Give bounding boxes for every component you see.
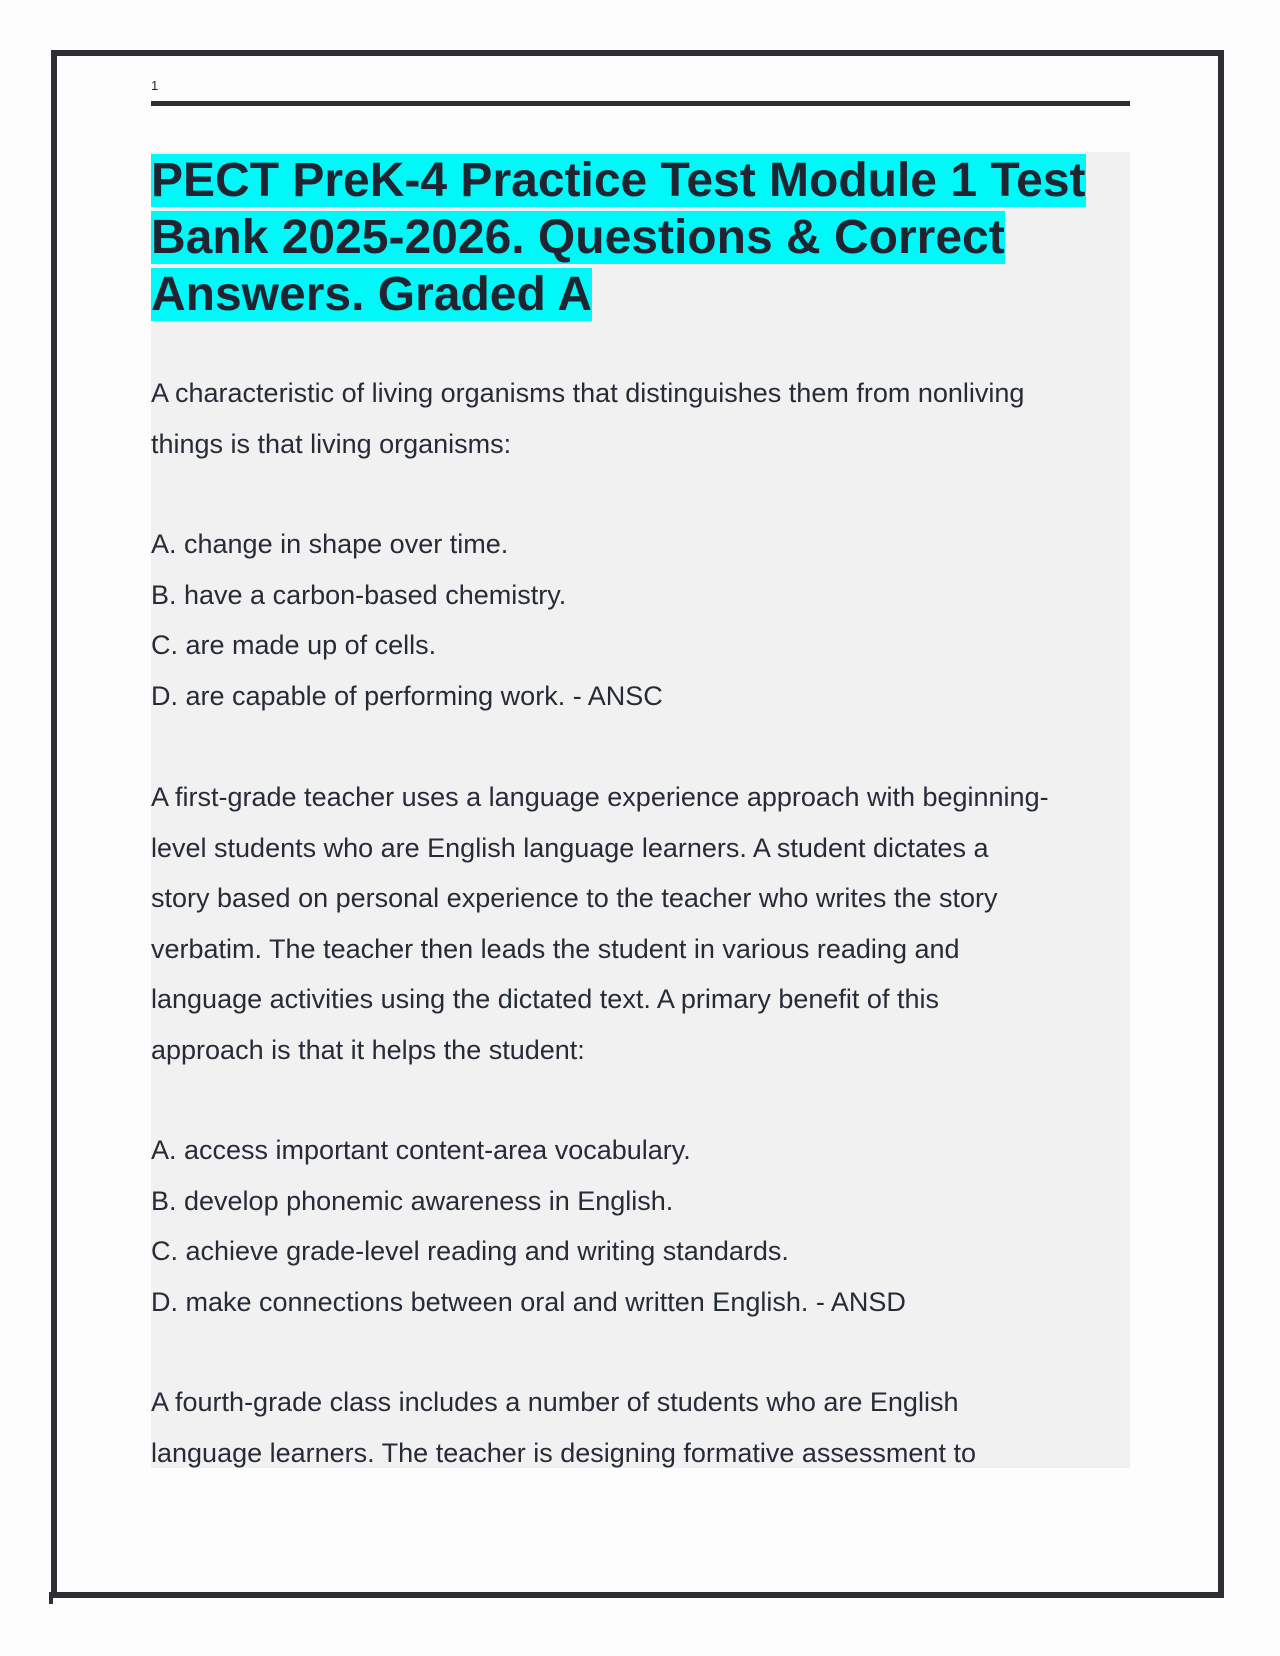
question-stem-line: A characteristic of living organisms that distinguishes them from nonliving	[151, 378, 1025, 408]
answer-option: B. develop phonemic awareness in English.	[151, 1185, 674, 1216]
question-stem-line: language activities using the dictated text. A primary benefit of this	[151, 984, 939, 1014]
answer-option: A. access important content-area vocabulary.	[151, 1135, 691, 1165]
title-line: Bank 2025-2026. Questions & Correct	[151, 211, 1005, 264]
question-stem-line: A first-grade teacher uses a language experience approach with beginning-	[151, 782, 1049, 812]
question-stem-line: language learners. The teacher is designing formative assessment to	[151, 1437, 976, 1468]
question-stem-line: things is that living organisms:	[151, 428, 512, 459]
title-line: Answers. Graded A	[151, 268, 593, 321]
answer-option: B. have a carbon-based chemistry.	[151, 579, 567, 610]
question-2-options	[151, 1125, 906, 1327]
page-border-corner	[49, 1592, 53, 1604]
page-number: 1	[151, 78, 159, 93]
document-body	[151, 152, 1130, 1468]
question-stem-line: level students who are English language learners. A student dictates a	[151, 832, 989, 863]
question-1-options	[151, 519, 663, 721]
header-rule	[151, 101, 1130, 106]
answer-option: D. are capable of performing work. - ANSC	[151, 680, 663, 711]
answer-option: C. achieve grade-level reading and writing standards.	[151, 1236, 789, 1266]
answer-option: A. change in shape over time.	[151, 529, 509, 559]
question-2	[151, 772, 1049, 1075]
answer-option: C. are made up of cells.	[151, 630, 437, 660]
question-stem-line: verbatim. The teacher then leads the student in various reading and	[151, 933, 960, 964]
title-line: PECT PreK-4 Practice Test Module 1 Test	[151, 154, 1086, 207]
question-stem-line: approach is that it helps the student:	[151, 1034, 585, 1065]
question-1	[151, 368, 1024, 469]
document-title	[151, 152, 1130, 323]
answer-option: D. make connections between oral and written English. - ANSD	[151, 1286, 906, 1317]
question-stem-line: A fourth-grade class includes a number of students who are English	[151, 1387, 959, 1417]
question-stem-line: story based on personal experience to the teacher who writes the story	[151, 883, 998, 913]
question-3	[151, 1377, 976, 1478]
